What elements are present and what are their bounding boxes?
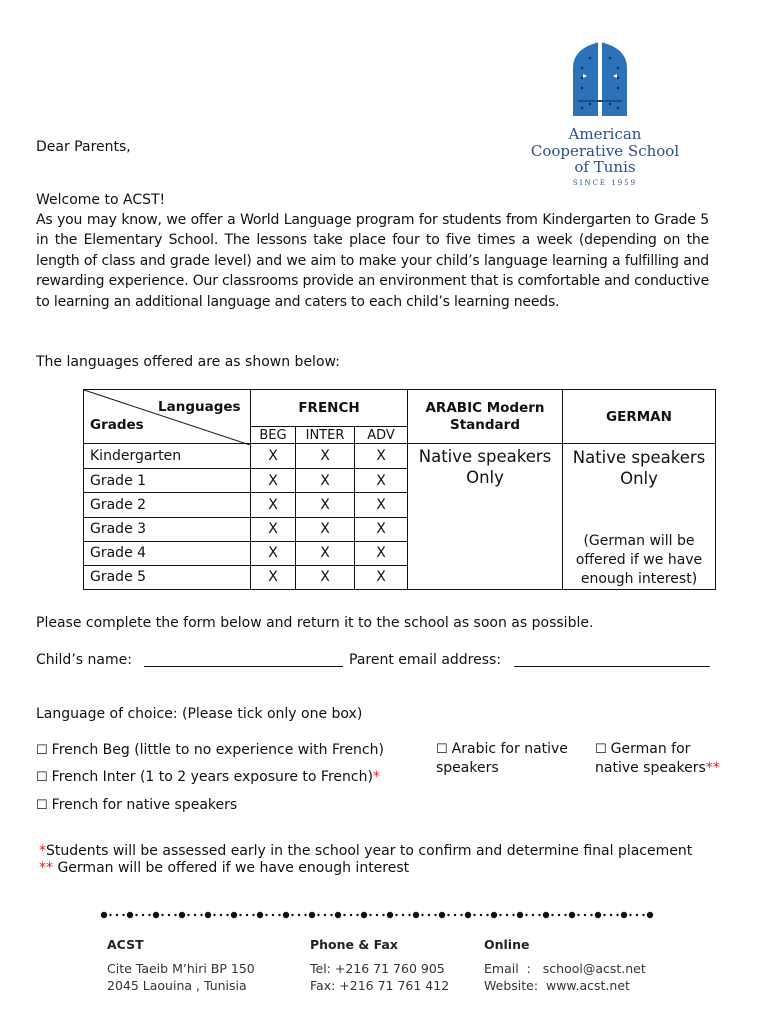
option-label: Arabic for native speakers	[436, 741, 568, 776]
mark-cell: X	[251, 517, 296, 541]
option-german-native[interactable]	[595, 740, 735, 778]
mark-cell: X	[296, 541, 355, 565]
mark-cell: X	[296, 565, 355, 589]
level-adv: ADV	[355, 427, 408, 444]
mark-cell: X	[355, 469, 408, 493]
checkbox-icon[interactable]: ☐	[595, 742, 607, 757]
choice-label: Language of choice: (Please tick only one box)	[36, 706, 363, 722]
option-label: French for native speakers	[51, 797, 238, 813]
checkbox-icon[interactable]: ☐	[436, 742, 448, 757]
mark-cell: X	[355, 444, 408, 469]
german-note-cell	[563, 444, 716, 590]
grade-cell: Kindergarten	[84, 444, 251, 469]
asterisk-mark: *	[39, 843, 46, 859]
double-asterisk-mark: **	[705, 760, 720, 776]
footer-email[interactable]: Email : school@acst.net	[484, 961, 646, 976]
checkbox-icon[interactable]: ☐	[36, 798, 48, 813]
footer-fax: Fax: +216 71 761 412	[310, 978, 450, 993]
grade-cell: Grade 4	[84, 541, 251, 565]
german-note: Native speakers Only	[572, 448, 706, 488]
grade-cell: Grade 2	[84, 493, 251, 517]
arabic-note: Native speakers Only	[408, 444, 563, 590]
mark-cell: X	[251, 541, 296, 565]
form-instructions: Please complete the form below and return it to the school as soon as possible.	[36, 615, 594, 631]
header-arabic: ARABIC Modern Standard	[408, 390, 563, 444]
checkbox-icon[interactable]: ☐	[36, 770, 48, 785]
child-name-label: Child’s name:	[36, 652, 132, 668]
footer-address-1: Cite Taeib M’hiri BP 150	[107, 961, 255, 976]
footer-website[interactable]: Website: www.acst.net	[484, 978, 630, 993]
footer-address-2: 2045 Laouina , Tunisia	[107, 978, 247, 993]
languages-table	[83, 389, 716, 590]
option-arabic-native[interactable]	[436, 740, 586, 778]
header-french: FRENCH	[251, 390, 408, 427]
placement-note-text: Students will be assessed early in the school year to confirm and determine final placement	[46, 843, 693, 859]
table-intro: The languages offered are as shown below:	[36, 354, 340, 370]
mark-cell: X	[296, 469, 355, 493]
checkbox-icon[interactable]: ☐	[36, 743, 48, 758]
mark-cell: X	[296, 517, 355, 541]
mark-cell: X	[251, 469, 296, 493]
mark-cell: X	[355, 541, 408, 565]
double-asterisk-mark: **	[39, 860, 53, 876]
option-label: German for native speakers	[595, 741, 706, 776]
grade-cell: Grade 3	[84, 517, 251, 541]
option-french-inter[interactable]	[36, 767, 380, 788]
footer-phone-title: Phone & Fax	[310, 937, 398, 952]
german-interest-note-text: German will be offered if we have enough interest	[57, 860, 410, 876]
option-label: French Inter (1 to 2 years exposure to French)	[51, 769, 373, 785]
mark-cell: X	[251, 565, 296, 589]
footer-online-title: Online	[484, 937, 530, 952]
table-corner-cell	[84, 390, 251, 444]
intro-paragraph: As you may know, we offer a World Language program for students from Kindergarten to Grade 5 in the Elementary School. The lessons take place four to five times a week (depending on the length of class and grade level) and we aim to make your child’s language learning a fulfilling and rewarding experience. Our classrooms provide an environment that is comfortable and conductive to learning an additional language and caters to each child’s learning needs.	[36, 212, 709, 310]
greeting: Dear Parents,	[36, 139, 131, 155]
mark-cell: X	[251, 444, 296, 469]
corner-languages: Languages	[158, 399, 241, 415]
grade-cell: Grade 5	[84, 565, 251, 589]
mark-cell: X	[355, 517, 408, 541]
option-french-beg[interactable]	[36, 740, 384, 761]
footer-dotted-divider	[100, 908, 660, 922]
mark-cell: X	[296, 493, 355, 517]
corner-grades: Grades	[90, 417, 144, 433]
asterisk-mark: *	[372, 769, 380, 785]
parent-email-field[interactable]	[514, 650, 710, 667]
grade-cell: Grade 1	[84, 469, 251, 493]
logo-line-2: Cooperative School	[530, 142, 680, 160]
footer-acst-title: ACST	[107, 937, 144, 952]
mark-cell: X	[355, 493, 408, 517]
logo-line-1: American	[568, 125, 642, 143]
parent-email-label: Parent email address:	[349, 652, 502, 668]
header-german: GERMAN	[563, 390, 716, 444]
logo-since: SINCE 1959	[572, 179, 638, 187]
logo-line-3: of Tunis	[574, 158, 636, 176]
level-inter: INTER	[296, 427, 355, 444]
child-name-field[interactable]	[144, 650, 343, 667]
german-interest-note	[39, 858, 409, 878]
door-emblem-icon	[520, 38, 690, 118]
welcome-line: Welcome to ACST!	[36, 192, 166, 208]
mark-cell: X	[355, 565, 408, 589]
mark-cell: X	[251, 493, 296, 517]
option-label: French Beg (little to no experience with French)	[51, 742, 384, 758]
footer-tel: Tel: +216 71 760 905	[310, 961, 445, 976]
option-french-native[interactable]	[36, 795, 237, 816]
german-extra: (German will be offered if we have enough interest)	[575, 533, 703, 587]
level-beg: BEG	[251, 427, 296, 444]
mark-cell: X	[296, 444, 355, 469]
